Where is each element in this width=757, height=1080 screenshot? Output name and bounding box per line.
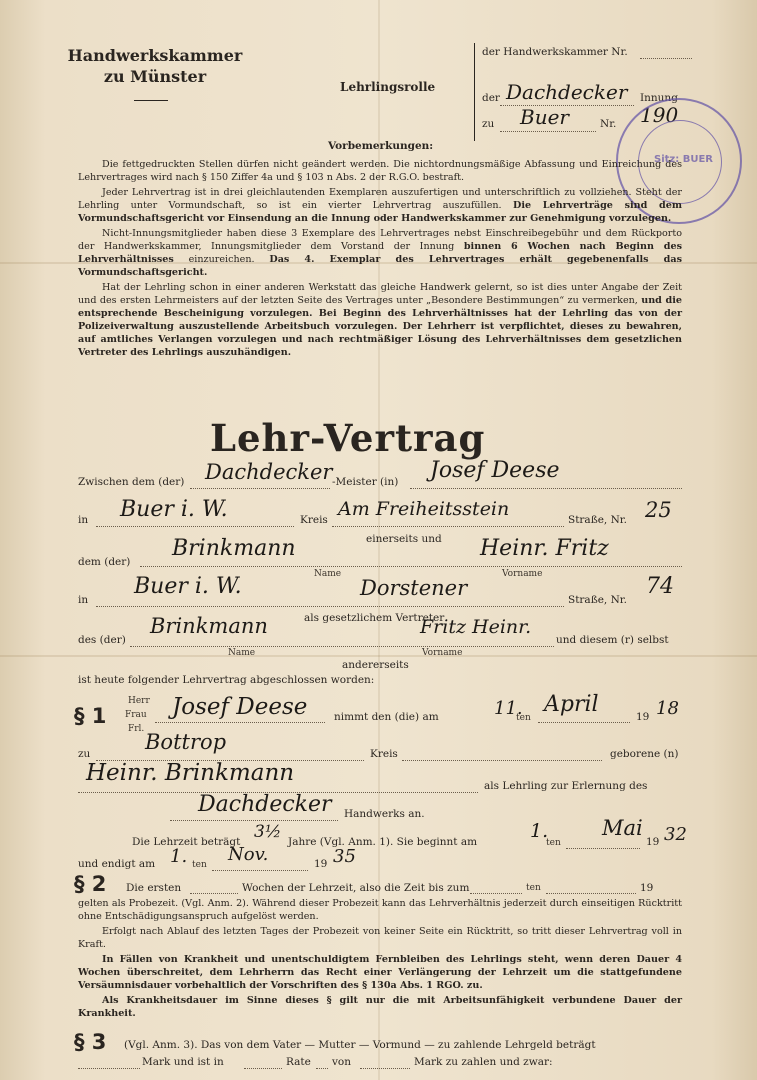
probation-text: gelten als Probezeit. (Vgl. Anm. 2). Während dieser Probezeit kann das Lehrverhältnis jederzeit durch einseitigen Rücktritt ohne Entschädigungsanspruch aufgelöst werden. (78, 898, 682, 922)
contract-month-handwritten: April (544, 692, 599, 717)
in-label: in (78, 514, 89, 526)
concluded-label: ist heute folgender Lehrvertrag abgeschlossen worden: (78, 674, 375, 686)
probation-month-field (546, 893, 636, 894)
master-town-field (96, 526, 294, 527)
section-2-body (78, 897, 682, 1022)
guardian-surname-handwritten: Brinkmann (172, 536, 296, 561)
start-month-field (566, 848, 640, 849)
preface-p3-bold: binnen 6 Wochen nach Beginn des Lehrverhältnisses (78, 241, 683, 265)
first-weeks-label: Die ersten (126, 882, 182, 894)
probation-until-label: Wochen der Lehrzeit, also die Zeit bis zum (242, 882, 470, 894)
trade-handwritten: Dachdecker (205, 460, 333, 484)
mark-payable-label: Mark zu zahlen und zwar: (414, 1056, 553, 1068)
apprentice-label: des (der) (78, 634, 126, 646)
ends-label: und endigt am (78, 858, 156, 870)
guild-city-handwritten: Buer (520, 105, 569, 129)
end-year-prefix: 19 (314, 858, 328, 870)
master-street-nr-handwritten: 25 (645, 498, 672, 522)
contract-title: Lehr-Vertrag (210, 416, 486, 460)
stamp-text: Sitz: BUER (654, 154, 713, 165)
district-label: Kreis (300, 514, 328, 526)
end-year-handwritten: 35 (333, 846, 356, 867)
end-day-handwritten: 1. (170, 846, 188, 867)
chamber-line-1: Handwerkskammer (67, 46, 243, 65)
as-apprentice-label: als Lehrling zur Erlernung des (484, 780, 648, 792)
preface-paragraph-1: Die fettgedruckten Stellen dürfen nicht geändert werden. Die nichtordnungsmäßige Abfassung und Einreichung des Lehrvertrages wird nach § 150 Ziffer 4a und § 103 n Abs. 2 der R.G.O. bestraft. (78, 159, 682, 183)
street-label: Straße, Nr. (568, 514, 627, 526)
ten-label: ten (516, 713, 531, 723)
end-month-handwritten: Nov. (228, 844, 269, 865)
divider (134, 100, 168, 101)
trade-field (190, 488, 330, 489)
apprentice-name-handwritten: Heinr. Brinkmann (86, 760, 295, 786)
street-label-2: Straße, Nr. (568, 594, 627, 606)
start-year-handwritten: 32 (664, 824, 687, 845)
trade-field-2 (170, 820, 338, 821)
installments-field (244, 1068, 282, 1069)
duration-handwritten: 3½ (254, 822, 282, 842)
mr-option: Herr (128, 696, 150, 706)
ten-label-4: ten (526, 883, 541, 893)
master-district-field (332, 526, 564, 527)
ten-label-3: ten (192, 860, 207, 870)
firstname-caption: Vorname (502, 569, 543, 579)
on-other-side-label: andererseits (342, 659, 409, 671)
probation-day-field (470, 893, 522, 894)
guardian-label: dem (der) (78, 556, 131, 568)
weeks-field (190, 893, 238, 894)
master-name-handwritten: Josef Deese (430, 458, 560, 483)
preface-paragraph-4 (78, 281, 682, 359)
guardian-street-nr-handwritten: 74 (646, 574, 674, 599)
master-name-handwritten-2: Josef Deese (172, 694, 308, 720)
on-one-side-label: einerseits und (366, 533, 442, 545)
between-label: Zwischen dem (der) (78, 476, 185, 488)
guild-city-label: zu (482, 118, 495, 130)
apprentice-field (130, 646, 554, 647)
birthplace-handwritten: Bottrop (145, 730, 227, 754)
header-divider (474, 43, 475, 141)
fee-amount-field (78, 1068, 140, 1069)
contract-in-force-text: Erfolgt nach Ablauf des letzten Tages der Probezeit von keiner Seite ein Rücktritt, so tritt dieser Lehrvertrag voll in Kraft. (78, 926, 682, 950)
section-3-sign: § 3 (74, 1030, 107, 1054)
guardian-town-handwritten: Buer i. W. (134, 574, 242, 599)
contract-year-handwritten: 18 (656, 698, 679, 719)
section-1-sign: § 1 (74, 704, 107, 728)
preface-heading: Vorbemerkungen: (328, 140, 434, 152)
preface-paragraph-2 (78, 186, 682, 225)
contract-day-handwritten: 11. (494, 698, 523, 719)
master-field (410, 488, 682, 489)
guardian-street-handwritten: Dorstener (360, 576, 468, 600)
apprentice-firstname-handwritten: Fritz Heinr. (420, 616, 532, 638)
legal-representative-label: als gesetzlichem Vertreter (304, 612, 445, 624)
start-year-prefix: 19 (646, 836, 660, 848)
preface-body (78, 158, 682, 361)
at-label: zu (78, 748, 91, 760)
guild-innung-label: Innung (640, 92, 678, 104)
ten-label-2: ten (546, 838, 561, 848)
and-himself-label: und diesem (r) selbst (556, 634, 669, 646)
mrs-option: Frau (125, 710, 147, 720)
firstname-caption-2: Vorname (422, 648, 463, 658)
district-label-2: Kreis (370, 748, 398, 760)
apprenticeship-duration-label: Die Lehrzeit beträgt (132, 836, 241, 848)
illness-text: In Fällen von Krankheit und unentschuldigtem Fernbleiben des Lehrlings steht, wenn deren Dauer 4 Wochen überschreitet, dem Lehrherrn das Recht einer Verlängerung der Lehrzeit um die stattgefundene Versäumnisdauer vorbehaltlich der Vorschriften des § 130a Abs. 1 RGO. zu. (78, 954, 682, 991)
guild-label: der (482, 92, 500, 104)
apprentice-surname-handwritten: Brinkmann (150, 614, 268, 638)
master-name-field (155, 722, 325, 723)
preface-p2-bold: Die Lehrverträge sind dem Vormundschaftsgericht vor Einsendung an die Innung oder Handwerkskammer zur Genehmigung vorzulegen. (78, 200, 682, 224)
preface-p3-text: Nicht-Innungsmitglieder haben diese 3 Exemplare des Lehrvertrages nebst Einschreibegebühr und dem Rückporto der Handwerkskammer, Innungsmitglieder dem Vorstand der Innung (78, 228, 682, 252)
chamber-title (40, 45, 270, 87)
illness-duration-text: Als Krankheitsdauer im Sinne dieses § gilt nur die mit Arbeitsunfähigkeit verbundene Dauer der Krankheit. (78, 995, 682, 1019)
end-month-field (212, 870, 308, 871)
miss-option: Frl. (128, 724, 145, 734)
probation-year-prefix: 19 (640, 882, 654, 894)
takes-on-label: nimmt den (die) am (334, 711, 439, 723)
chamber-nr-label: der Handwerkskammer Nr. (482, 46, 628, 58)
born-label: geborene (n) (610, 748, 679, 760)
preface-p3-bold-2: Das 4. Exemplar des Lehrvertrages erhält gegebenenfalls das Vormundschaftsgericht. (78, 254, 682, 278)
guild-nr-handwritten: 190 (640, 103, 679, 127)
year-prefix: 19 (636, 711, 650, 723)
master-town-handwritten: Buer i. W. (120, 497, 228, 522)
rate-amount-field (360, 1068, 410, 1069)
guardian-field (140, 566, 682, 567)
guild-city-field (500, 131, 596, 132)
trade-label: Handwerks an. (344, 808, 425, 820)
contract-month-field (538, 722, 630, 723)
fee-text: (Vgl. Anm. 3). Das von dem Vater — Mutter — Vormund — zu zahlende Lehrgeld beträgt (124, 1039, 596, 1051)
fee-installment-label: Mark und ist in (142, 1056, 224, 1068)
rate-gap (316, 1068, 328, 1069)
years-label: Jahre (Vgl. Anm. 1). Sie beginnt am (288, 836, 478, 848)
name-caption-2: Name (228, 648, 256, 658)
preface-paragraph-3 (78, 227, 682, 279)
master-street-handwritten: Am Freiheitsstein (338, 498, 510, 520)
start-month-handwritten: Mai (602, 816, 643, 840)
in-label-2: in (78, 594, 89, 606)
trade-handwritten-2: Dachdecker (198, 792, 332, 817)
section-2-sign: § 2 (74, 872, 107, 896)
preface-p3-text-2: einzureichen. (188, 254, 255, 265)
guild-trade-handwritten: Dachdecker (506, 80, 628, 104)
name-caption: Name (314, 569, 342, 579)
preface-p4-text: Hat der Lehrling schon in einer anderen Werkstatt das gleiche Handwerk gelernt, so ist dies unter Angabe der Zeit und des ersten Lehrmeisters auf der letzten Seite des Vertrages unter „Besondere Bestimmungen“ zu vermerken, (78, 282, 682, 306)
guardian-firstname-handwritten: Heinr. Fritz (480, 536, 609, 561)
preface-p2-text: Jeder Lehrvertrag ist in drei gleichlautenden Exemplaren auszufertigen und unterschriftlich zu vollziehen. Steht der Lehrling unter Vormundschaft, so ist ein vierter Lehrvertrag auszufüllen. (78, 187, 682, 211)
master-label: -Meister (in) (332, 476, 399, 488)
rate-label: Rate (286, 1056, 311, 1068)
birth-district-field (402, 760, 602, 761)
start-day-handwritten: 1. (530, 820, 549, 842)
roll-label: Lehrlingsrolle (340, 80, 436, 94)
preface-p4-bold: und die entsprechende Bescheinigung vorzulegen. Bei Beginn des Lehrverhältnisses hat der Lehrling das von der Polizeiverwaltung auszustellende Arbeitsbuch vorzulegen. Der Lehrherr ist verpflichtet, dieses zu bewahren, auf amtliches Verlangen vorzulegen und nach rechtmäßiger Lösung des Lehrverhältnisses dem gesetzlichen Vertreter des Lehrlings auszuhändigen. (78, 295, 682, 358)
chamber-line-2: zu Münster (103, 67, 207, 86)
chamber-nr-field (640, 58, 692, 59)
guardian-address-field (96, 606, 564, 607)
of-label: von (332, 1056, 352, 1068)
guild-nr-label: Nr. (600, 118, 617, 130)
